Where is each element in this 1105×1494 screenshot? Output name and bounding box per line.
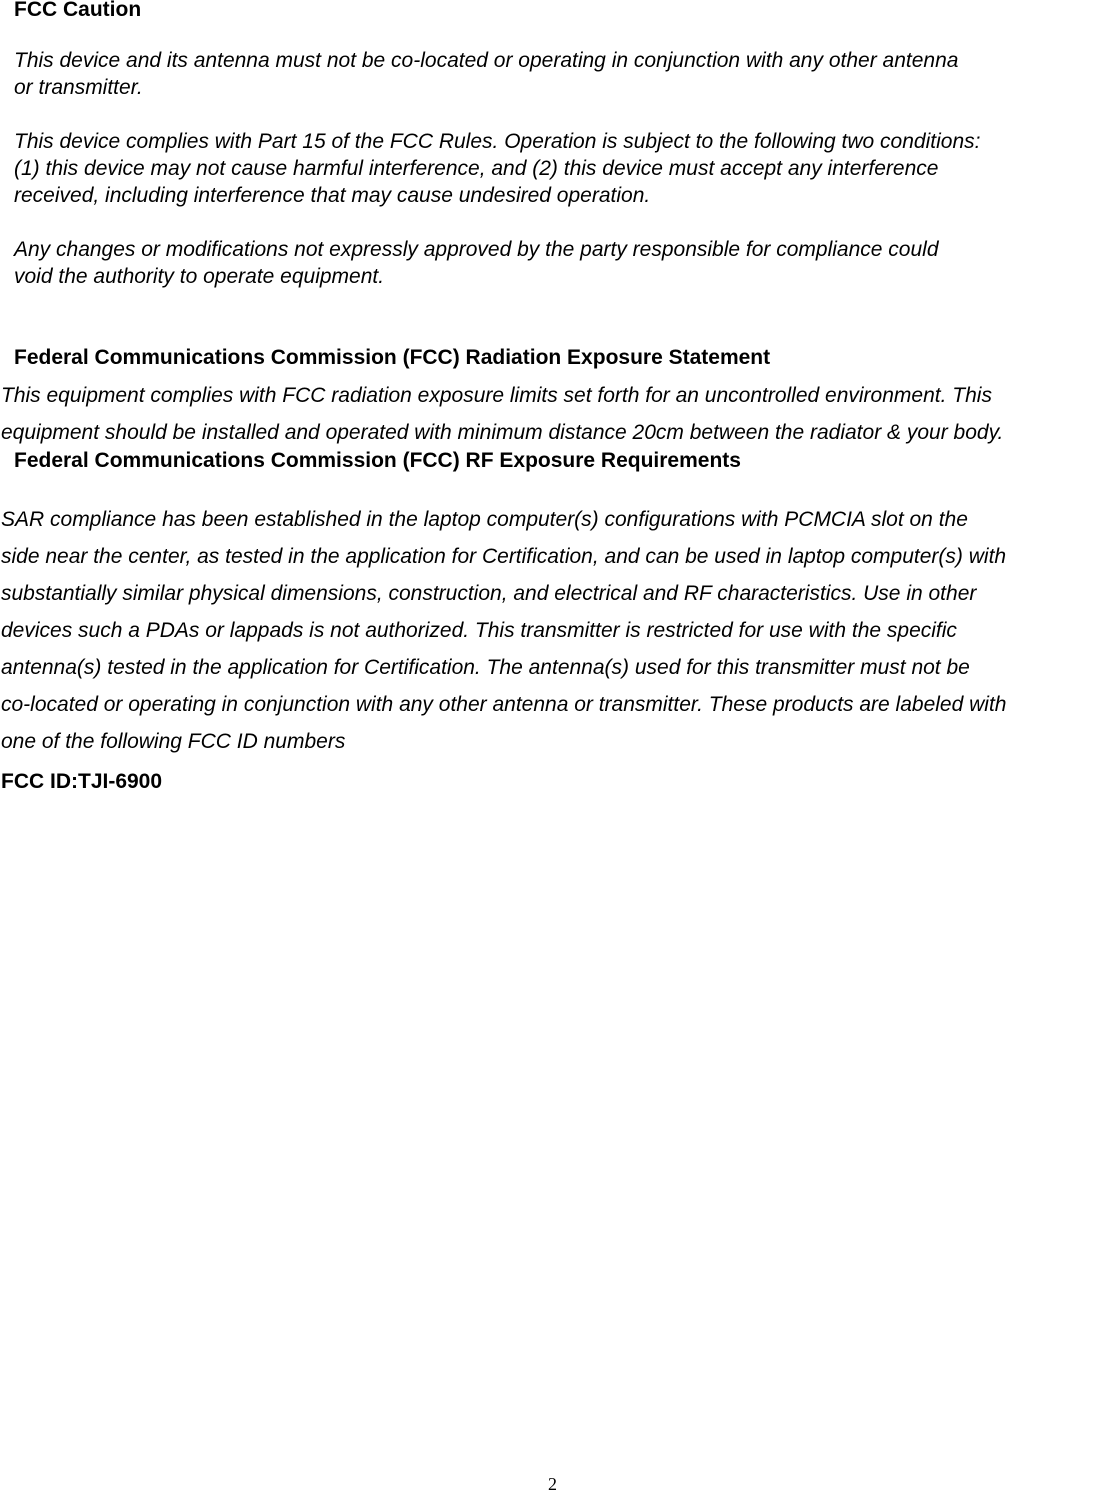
rf-exposure-heading: Federal Communications Commission (FCC) RF Exposure Requirements — [14, 449, 741, 472]
text-line: or transmitter. — [14, 76, 143, 99]
caution-paragraph-part15 — [14, 128, 980, 209]
text-line: substantially similar physical dimensions, construction, and electrical and RF characteristics. Use in other — [1, 582, 977, 605]
radiation-exposure-paragraph — [1, 377, 1003, 451]
caution-paragraph-colocation — [14, 47, 958, 101]
text-line: void the authority to operate equipment. — [14, 265, 385, 288]
text-line: devices such a PDAs or lappads is not authorized. This transmitter is restricted for use with the specific — [1, 619, 957, 642]
text-line: This device complies with Part 15 of the FCC Rules. Operation is subject to the following two conditions: — [14, 130, 981, 153]
text-line: equipment should be installed and operated with minimum distance 20cm between the radiator & your body. — [1, 421, 1004, 444]
text-line: SAR compliance has been established in the laptop computer(s) configurations with PCMCIA slot on the — [1, 508, 968, 531]
text-line: side near the center, as tested in the application for Certification, and can be used in laptop computer(s) with — [1, 545, 1007, 568]
page-number: 2 — [548, 1474, 557, 1494]
text-line: This equipment complies with FCC radiation exposure limits set forth for an uncontrolled environment. This — [1, 384, 992, 407]
text-line: received, including interference that may cause undesired operation. — [14, 184, 651, 207]
text-line: one of the following FCC ID numbers — [1, 730, 346, 753]
caution-paragraph-modifications — [14, 236, 939, 290]
text-line: Any changes or modifications not expressly approved by the party responsible for compliance could — [14, 238, 939, 261]
rf-exposure-paragraph — [1, 501, 1006, 760]
fcc-caution-heading: FCC Caution — [14, 0, 142, 21]
text-line: This device and its antenna must not be co-located or operating in conjunction with any other antenna — [14, 49, 959, 72]
radiation-exposure-heading: Federal Communications Commission (FCC) Radiation Exposure Statement — [14, 346, 771, 369]
text-line: antenna(s) tested in the application for Certification. The antenna(s) used for this transmitter must not be — [1, 656, 970, 679]
fcc-id-label: FCC ID:TJI-6900 — [1, 770, 163, 793]
text-line: co-located or operating in conjunction with any other antenna or transmitter. These products are labeled with — [1, 693, 1007, 716]
text-line: (1) this device may not cause harmful interference, and (2) this device must accept any interference — [14, 157, 939, 180]
